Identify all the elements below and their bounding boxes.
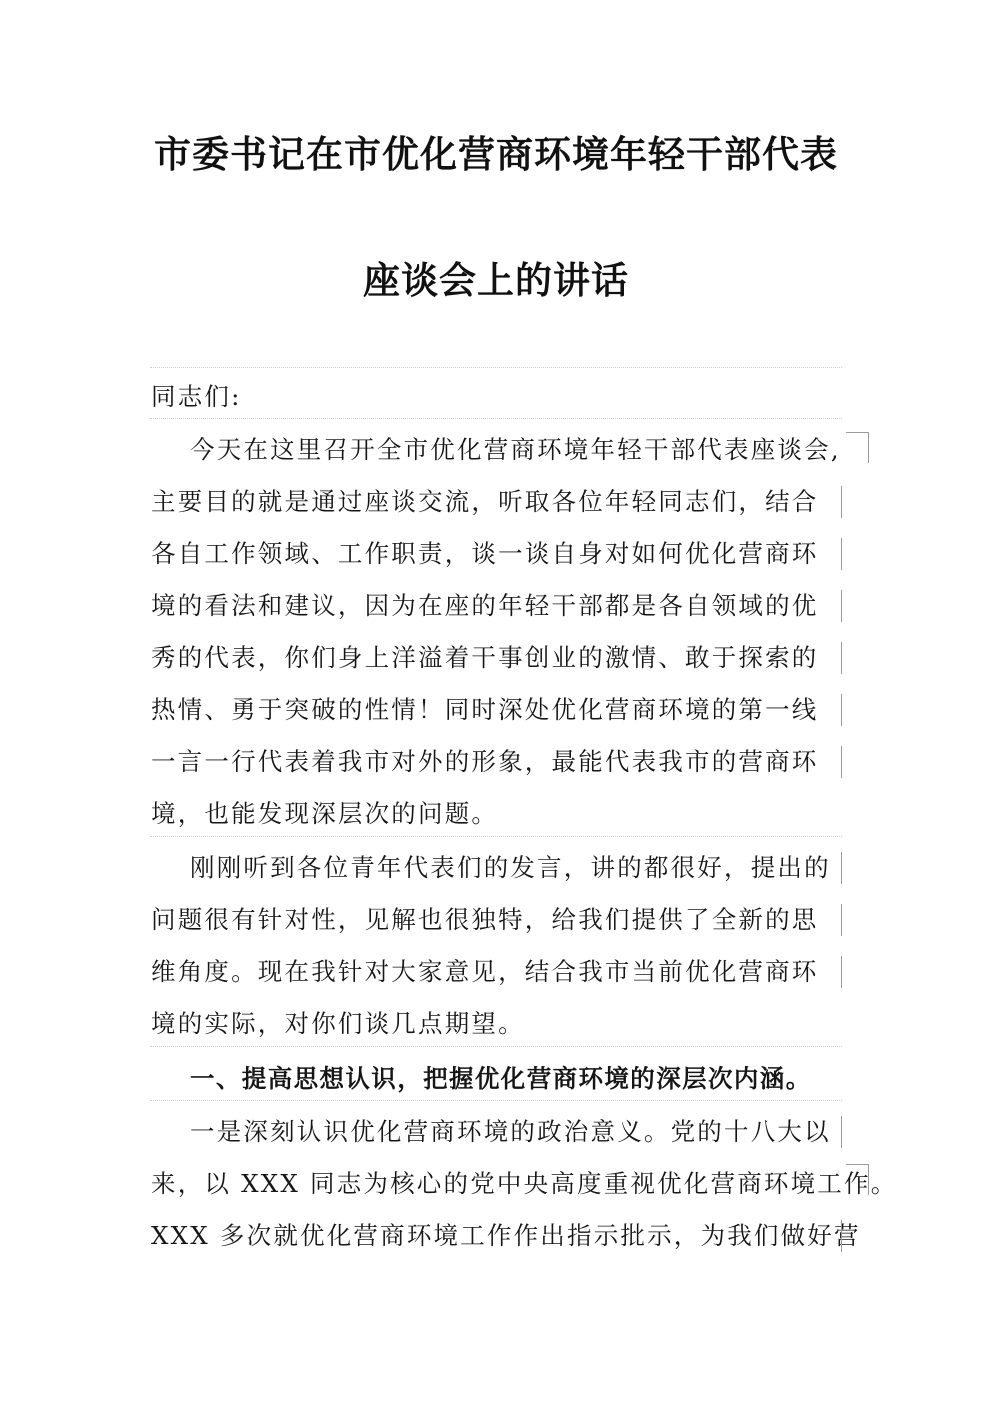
line-end-mark (841, 904, 842, 936)
paragraph-3-line-3: XXX 多次就优化营商环境工作作出指示批示，为我们做好营 (151, 1221, 861, 1250)
section-heading-1: 一、提高思想认识，把握优化营商环境的深层次内涵。 (190, 1064, 812, 1093)
line-end-mark (841, 590, 842, 622)
paragraph-1-line-5: 秀的代表，你们身上洋溢着干事创业的激情、敢于探索的 (151, 643, 819, 672)
document-title-line-1: 市委书记在市优化营商环境年轻干部代表 (154, 132, 838, 176)
line-end-mark (841, 746, 842, 778)
paragraph-1-line-6: 热情、勇于突破的性情！同时深处优化营商环境的第一线 (151, 695, 819, 724)
paragraph-1-line-1: 今天在这里召开全市优化营商环境年轻干部代表座谈会, (190, 435, 841, 464)
text-boundary-rule (150, 418, 842, 419)
paragraph-3-line-1: 一是深刻认识优化营商环境的政治意义。党的十八大以 (190, 1117, 831, 1146)
paragraph-2-line-3: 维角度。现在我针对大家意见，结合我市当前优化营商环 (151, 957, 819, 986)
paragraph-2-line-2: 问题很有针对性，见解也很独特，给我们提供了全新的思 (151, 905, 819, 934)
text-boundary-rule (150, 836, 842, 837)
paragraph-1-line-4: 境的看法和建议，因为在座的年轻干部都是各自领域的优 (151, 591, 819, 620)
salutation: 同志们: (151, 382, 242, 411)
paragraph-1-line-2: 主要目的就是通过座谈交流，听取各位年轻同志们，结合 (151, 487, 819, 516)
line-end-mark (841, 1220, 842, 1252)
text-boundary-rule (150, 1100, 842, 1101)
line-end-mark (841, 852, 842, 884)
paragraph-2-line-1: 刚刚听到各位青年代表们的发言，讲的都很好，提出的 (190, 853, 831, 882)
paragraph-3-line-2: 来，以 XXX 同志为核心的党中央高度重视优化营商环境工作。 (151, 1169, 898, 1198)
text-boundary-rule (150, 1046, 842, 1047)
line-end-corner-mark (846, 432, 869, 463)
line-end-mark (841, 486, 842, 518)
line-end-mark (841, 956, 842, 988)
line-end-mark (841, 538, 842, 570)
paragraph-1-line-7: 一言一行代表着我市对外的形象，最能代表我市的营商环 (151, 747, 819, 776)
line-end-mark (841, 1116, 842, 1148)
line-end-mark (841, 694, 842, 726)
line-end-corner-mark (846, 1164, 869, 1195)
paragraph-2-line-4: 境的实际，对你们谈几点期望。 (151, 1009, 525, 1038)
paragraph-1-line-3: 各自工作领域、工作职责，谈一谈自身对如何优化营商环 (151, 539, 819, 568)
text-boundary-rule (150, 367, 842, 368)
line-end-mark (841, 642, 842, 674)
document-title-line-2: 座谈会上的讲话 (363, 258, 629, 302)
paragraph-1-line-8: 境，也能发现深层次的问题。 (151, 799, 499, 828)
